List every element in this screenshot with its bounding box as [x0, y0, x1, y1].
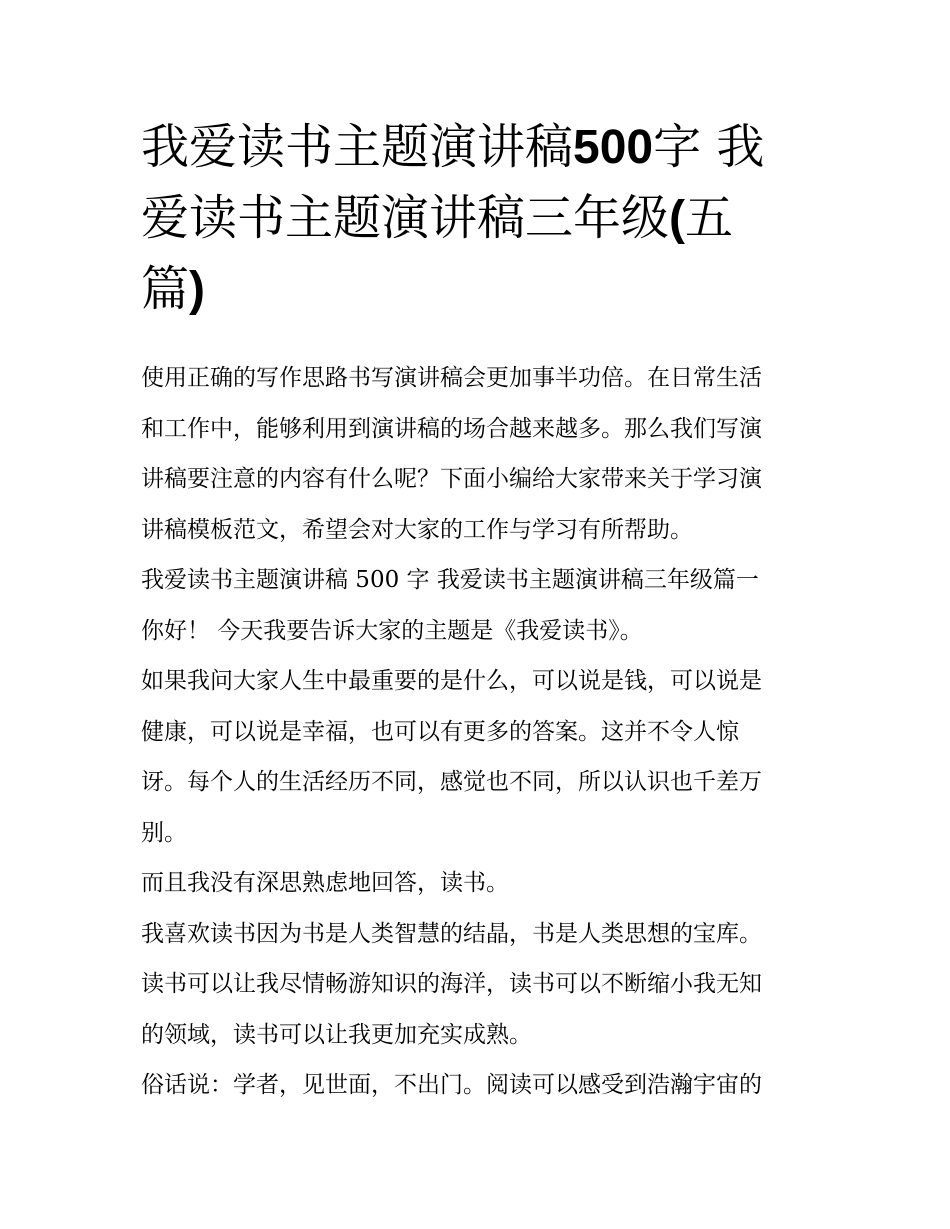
paragraph-intro: [141, 353, 821, 555]
text-line: 讲稿模板范文，希望会对大家的工作与学习有所帮助。: [141, 516, 693, 543]
text-line: 使用正确的写作思路书写演讲稿会更加事半功倍。在日常生活: [141, 365, 762, 391]
paragraph-section-heading: [141, 555, 821, 606]
title-line-1: [141, 112, 821, 183]
title-text: 字 我: [653, 119, 765, 175]
title-text: 我爱读书主题演讲稿: [141, 119, 574, 175]
title-text: 爱读书主题演讲稿三年级: [141, 190, 670, 246]
title-line-2: [141, 183, 821, 254]
text-line: 你好！ 今天我要告诉大家的主题是《我爱读书》。: [141, 617, 643, 644]
text-line: 讶。每个人的生活经历不同，感觉也不同，所以认识也千差万: [141, 769, 762, 795]
text-line: 讲稿要注意的内容有什么呢？下面小编给大家带来关于学习演: [141, 466, 762, 492]
paragraph-reason: [141, 909, 821, 1061]
text-line: 而且我没有深思熟虑地回答，读书。: [141, 870, 509, 896]
text-line: 和工作中，能够利用到演讲稿的场合越来越多。那么我们写演: [141, 415, 762, 442]
paragraph-question: [141, 656, 821, 858]
text-line: 健康，可以说是幸福，也可以有更多的答案。这并不令人惊: [141, 718, 739, 745]
title-text: 五: [685, 190, 734, 246]
text-line: 别。: [141, 819, 187, 846]
document-content: [141, 112, 821, 1111]
text-line: 我爱读书主题演讲稿 500 字 我爱读书主题演讲稿三年级篇一: [141, 567, 759, 593]
title-text: 篇: [141, 261, 190, 317]
text-line: 读书可以让我尽情畅游知识的海洋，读书可以不断缩小我无知: [141, 971, 762, 997]
text-line: 我喜欢读书因为书是人类智慧的结晶，书是人类思想的宝库。: [141, 920, 762, 947]
document-body: [141, 353, 821, 1111]
text-line: 如果我问大家人生中最重要的是什么，可以说是钱，可以说是: [141, 668, 762, 694]
title-paren: (: [669, 192, 685, 245]
text-line: 俗话说：学者，见世面，不出门。阅读可以感受到浩瀚宇宙的: [141, 1072, 762, 1098]
paragraph-answer: [141, 858, 821, 909]
document-title: [141, 112, 821, 325]
text-line: 的领域，读书可以让我更加充实成熟。: [141, 1021, 532, 1048]
paragraph-proverb: [141, 1060, 821, 1111]
title-number: 500: [573, 121, 654, 174]
title-line-3: [141, 254, 821, 325]
title-paren: ): [189, 263, 205, 316]
paragraph-greeting: [141, 606, 821, 657]
